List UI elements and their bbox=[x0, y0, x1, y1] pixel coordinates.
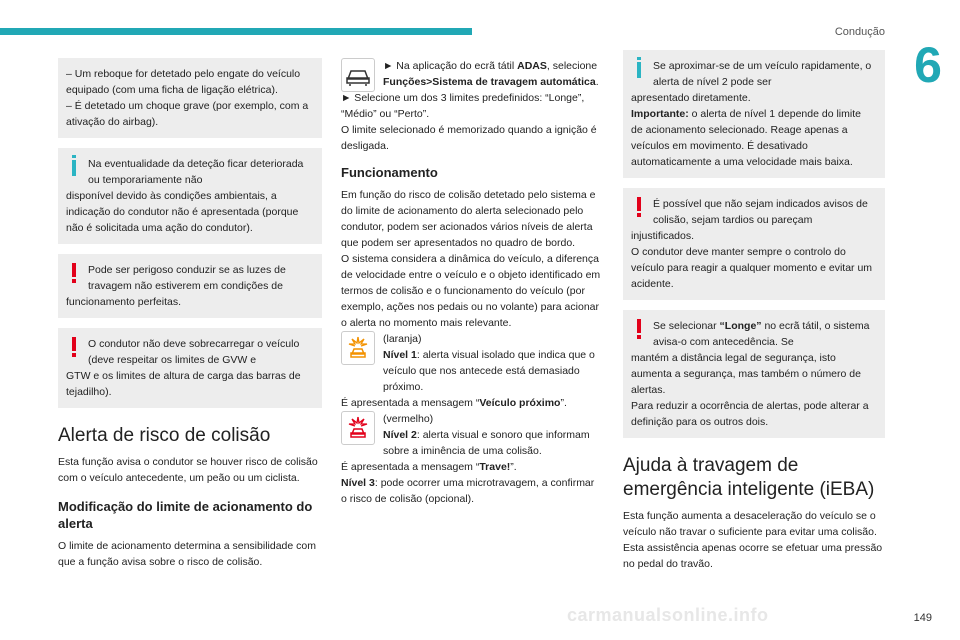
paragraph: O limite de acionamento determina a sensibilidade com que a função avisa sobre o risco de colisão. bbox=[58, 540, 316, 568]
info-text-rest: disponível devido às condições ambientais, a indicação do condutor não é apresentada (porque não é solicitada uma ação do condutor). bbox=[66, 190, 299, 234]
section-title: Condução bbox=[834, 26, 885, 38]
box-line: – Um reboque for detetado pelo engate do veículo equipado (com uma ficha de ligação elétrica). bbox=[66, 68, 301, 96]
warning-text-rest: funcionamento perfeitas. bbox=[66, 296, 181, 308]
paragraph: Esta função aumenta a desaceleração do veículo se o veículo não travar o suficiente para evitar uma colisão. bbox=[623, 510, 877, 538]
car-icon bbox=[341, 58, 375, 92]
collision-alert-orange-icon bbox=[341, 331, 375, 365]
column-2: ► Na aplicação do ecrã tátil ADAS, selecione Funções>Sistema de travagem automática. ► Selecione um dos 3 limites predefinidos: “Longe”, “Médio” ou “Perto”. O limite selecionado é memorizado quando a ignição é desligada. Funcionamento Em função do risco de colisão detetado pelo sistema e do limite de acionamento do alerta selecionado pelo condutor, podem ser acionados vários níveis de alerta que podem ser apresentados no quadro de bordo. O sistema considera a dinâmica do veículo, a diferença de velocidade entre o veículo e o objeto identificado em termos de colisão e o funcionamento do veículo (por exemplo, ações nos pedais ou no volante) para acionar o alerta no momento mais relevante. (laranja) Nível 1: alerta visual isolado que indica que o veículo que nos antecede está demasiado próximo. É apresentada a mensagem “Veículo próximo”. (vermelho) Nível 2: alerta visual e sonoro que informam sobre a iminência de uma colisão. É apresentada a mensagem “Trave!”. Nível 3: pode ocorrer uma microtravagem, a confirmar o risco de colisão (opcional). bbox=[341, 58, 603, 507]
warning-text: Pode ser perigoso conduzir se as luzes de travagem não estiverem em condições de bbox=[88, 264, 286, 292]
subsection-heading: Funcionamento bbox=[341, 165, 438, 180]
info-icon bbox=[72, 160, 76, 176]
chapter-number: 6 bbox=[896, 0, 960, 92]
section-heading: Ajuda à travagem de emergência inteligente (iEBA) bbox=[623, 455, 875, 500]
warning-text-rest: GTW e os limites de altura de carga das barras de tejadilho). bbox=[66, 370, 301, 398]
warning-box bbox=[58, 328, 322, 408]
warning-icon bbox=[636, 197, 642, 217]
paragraph: O sistema considera a dinâmica do veículo, a diferença de velocidade entre o veículo e o objeto identificado em termos de colisão e o funcionamento do veículo (por exemplo, ações nos pedais ou no volante) para acionar o alerta no momento mais relevante. bbox=[341, 253, 601, 329]
alert-level-1: (laranja) Nível 1: alerta visual isolado que indica que o veículo que nos antecede está demasiado próximo. bbox=[341, 331, 603, 395]
alert-color: (vermelho) bbox=[383, 413, 434, 425]
warning-text: O condutor não deve sobrecarregar o veículo (deve respeitar os limites de GVW e bbox=[88, 338, 300, 366]
info-icon bbox=[637, 62, 641, 78]
paragraph: Esta assistência apenas ocorre se efetuar uma pressão no pedal do travão. bbox=[623, 542, 883, 570]
info-box bbox=[58, 148, 322, 244]
alert-level-2: (vermelho) Nível 2: alerta visual e sonoro que informam sobre a iminência de uma colisão. bbox=[341, 411, 603, 459]
section-heading: Alerta de risco de colisão bbox=[58, 425, 271, 446]
warning-box bbox=[58, 254, 322, 318]
info-text: Na eventualidade da deteção ficar deteriorada ou temporariamente não bbox=[88, 158, 304, 186]
paragraph: Em função do risco de colisão detetado pelo sistema e do limite de acionamento do alerta selecionado pelo condutor, podem ser acionados vários níveis de alerta que podem ser apresentados no quadro de bordo. bbox=[341, 189, 596, 249]
watermark: carmanualsonline.info bbox=[567, 605, 769, 625]
paragraph: Esta função avisa o condutor se houver risco de colisão com o veículo antecedente, um peão ou um ciclista. bbox=[58, 456, 318, 484]
warning-icon bbox=[636, 319, 642, 339]
alert-color: (laranja) bbox=[383, 333, 422, 345]
collision-alert-red-icon bbox=[341, 411, 375, 445]
warning-box: É possível que não sejam indicados avisos de colisão, sejam tardios ou pareçam injustificados. O condutor deve manter sempre o controlo do veículo para reagir a qualquer momento e evitar um acidente. bbox=[623, 188, 885, 300]
warning-icon bbox=[71, 337, 77, 357]
box-line: – É detetado um choque grave (por exemplo, com a ativação do airbag). bbox=[66, 100, 309, 128]
page-number: 149 bbox=[913, 612, 932, 624]
continuation-box bbox=[58, 58, 322, 138]
instruction-adas: ► Na aplicação do ecrã tátil ADAS, selecione Funções>Sistema de travagem automática. bbox=[341, 58, 603, 90]
header-accent-bar bbox=[0, 28, 472, 35]
warning-box: Se selecionar “Longe” no ecrã tátil, o sistema avisa-o com antecedência. Se mantém a distância legal de segurança, isto aumenta a segurança, mas também o número de alertas. Para reduzir a ocorrência de alertas, pode alterar a definição para os outros dois. bbox=[623, 310, 885, 438]
info-box: Se aproximar-se de um veículo rapidamente, o alerta de nível 2 pode ser apresentado diretamente. Importante: o alerta de nível 1 depende do limite de acionamento selecionado. Reage apenas a veículos em movimento. É desativado automaticamente a uma velocidade mais baixa. bbox=[623, 50, 885, 178]
alert-level-3: Nível 3: pode ocorrer uma microtravagem, a confirmar o risco de colisão (opcional). bbox=[341, 477, 595, 505]
column-1 bbox=[58, 58, 322, 570]
instruction: ► Selecione um dos 3 limites predefinidos: “Longe”, “Médio” ou “Perto”. bbox=[341, 92, 585, 120]
paragraph: O limite selecionado é memorizado quando a ignição é desligada. bbox=[341, 124, 597, 152]
warning-icon bbox=[71, 263, 77, 283]
column-3 bbox=[623, 50, 885, 572]
subsection-heading: Modificação do limite de acionamento do alerta bbox=[58, 499, 313, 531]
